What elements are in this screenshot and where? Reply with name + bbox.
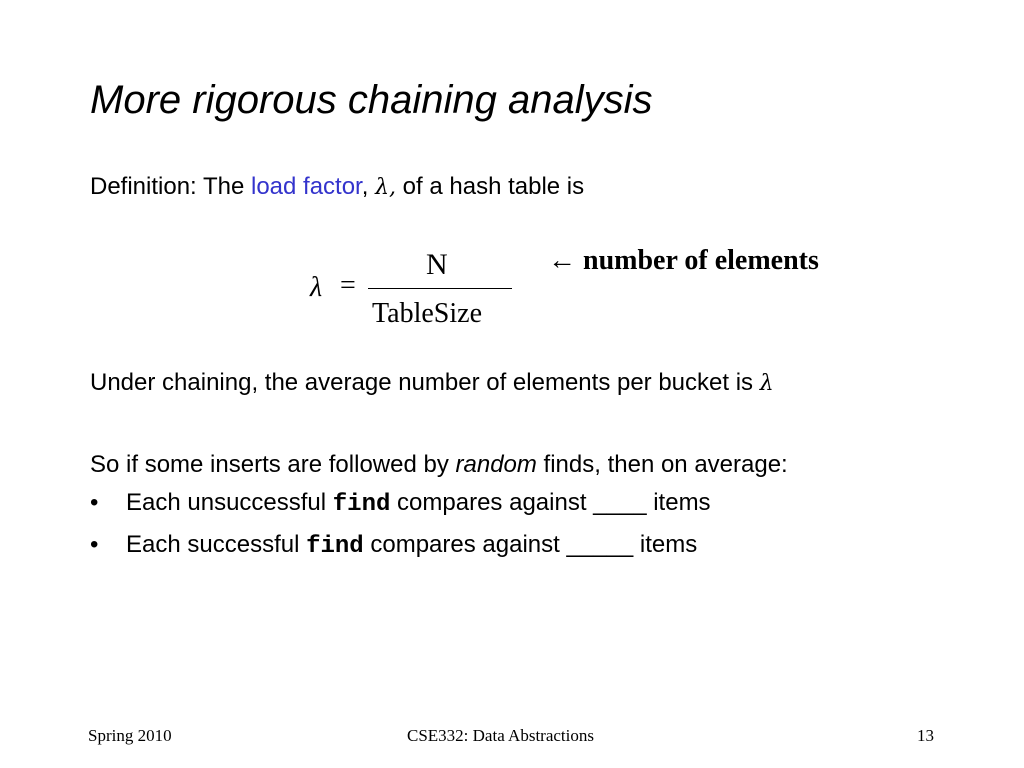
bullet-successful-find <box>90 530 697 562</box>
random-prefix: So if some inserts are followed by <box>90 451 456 478</box>
formula-equals: = <box>340 270 356 301</box>
random-suffix: finds, then on average: <box>536 451 788 478</box>
bullet-marker: • <box>90 531 99 558</box>
formula-numerator: N <box>426 248 448 281</box>
find-code: find <box>332 491 391 518</box>
slide-title: More rigorous chaining analysis <box>90 78 653 122</box>
bullet-prefix: Each unsuccessful <box>126 489 333 516</box>
formula-denominator: TableSize <box>372 298 482 329</box>
bullet-unsuccessful-find <box>90 488 711 520</box>
bullet-suffix: compares against ____ items <box>390 489 711 516</box>
load-factor-term: load factor <box>250 173 362 200</box>
chaining-lambda: λ <box>759 371 774 396</box>
chaining-text: Under chaining, the average number of elements per bucket is <box>90 369 760 396</box>
formula-lambda: λ <box>310 272 323 303</box>
bullet-marker: • <box>90 489 99 516</box>
footer-course: CSE332: Data Abstractions <box>407 726 594 745</box>
formula-annotation: ← number of elements <box>548 245 819 276</box>
fraction-bar <box>368 288 512 289</box>
find-code: find <box>306 533 364 560</box>
definition-comma: , <box>361 173 376 200</box>
lambda-symbol: λ, <box>375 175 397 200</box>
random-emphasis: random <box>455 451 537 478</box>
bullet-suffix: compares against _____ items <box>363 531 698 558</box>
footer-term: Spring 2010 <box>88 726 172 745</box>
slide-number: 13 <box>917 726 934 745</box>
bullet-prefix: Each successful <box>126 531 307 558</box>
definition-prefix: Definition: The <box>90 173 251 200</box>
random-finds-line <box>90 450 788 480</box>
load-factor-formula <box>310 244 520 336</box>
definition-line <box>90 172 584 203</box>
definition-suffix: of a hash table is <box>396 173 585 200</box>
chaining-line <box>90 368 774 399</box>
